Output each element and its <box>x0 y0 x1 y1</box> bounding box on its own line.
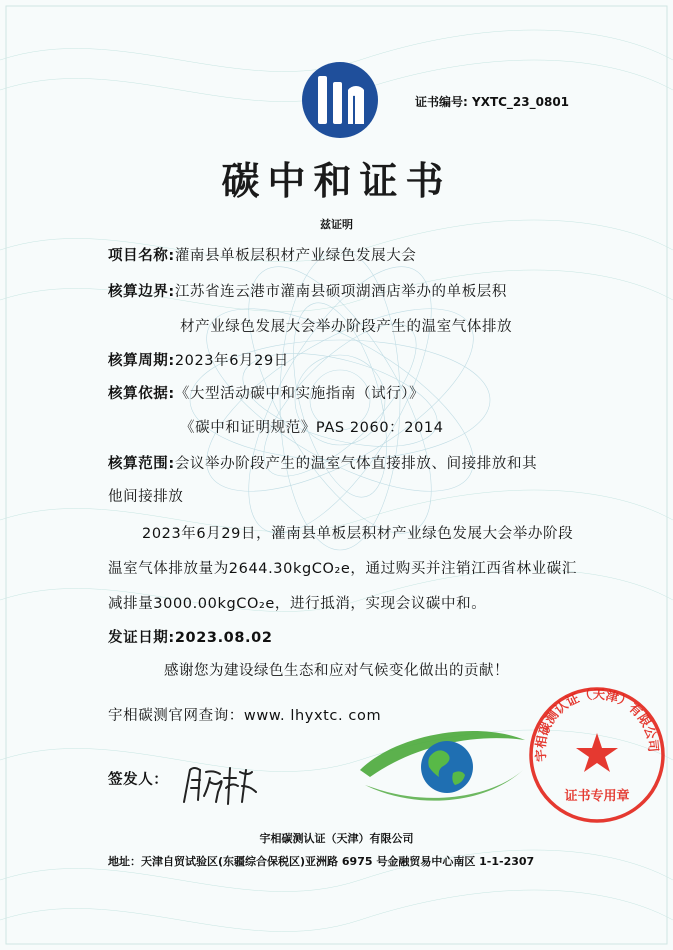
scope-line-1: 会议举办阶段产生的温室气体直接排放、间接排放和其 <box>174 456 538 472</box>
lh-logo-icon <box>300 60 380 140</box>
certificate-number-label: 证书编号: <box>415 95 468 109</box>
website-label: 宇相碳测官网查询： <box>108 708 244 724</box>
certificate-number-value: YXTC_23_0801 <box>472 95 570 109</box>
boundary-line-2: 材产业绿色发展大会举办阶段产生的温室气体排放 <box>180 319 513 335</box>
footer-company: 宇相碳测认证（天津）有限公司 <box>259 832 414 845</box>
earth-icon <box>355 715 530 815</box>
boundary-line-1: 江苏省连云港市灌南县硕项湖酒店举办的单板层积 <box>174 284 508 300</box>
period-value: 2023年6月29日 <box>174 353 289 369</box>
issue-date-label: 发证日期: <box>108 630 175 646</box>
issue-date-value: 2023.08.02 <box>174 630 273 646</box>
statement-line-3: 减排量3000.00kgCO₂e，进行抵消，实现会议碳中和。 <box>108 596 487 612</box>
basis-label: 核算依据: <box>108 386 175 402</box>
scope-line-2: 他间接排放 <box>108 489 184 505</box>
period-label: 核算周期: <box>108 353 175 369</box>
basis-row <box>108 382 424 403</box>
statement-line-1: 2023年6月29日，灌南县单板层积材产业绿色发展大会举办阶段 <box>142 526 574 542</box>
project-row <box>108 244 416 265</box>
website-row <box>108 704 381 725</box>
footer-address: 地址：天津自贸试验区(东疆综合保税区)亚洲路 6975 号金融贸易中心南区 1-1-2307 <box>108 855 535 868</box>
certificate-subtitle: 兹证明 <box>320 218 353 231</box>
official-stamp <box>527 685 667 825</box>
period-row <box>108 349 289 370</box>
scope-label: 核算范围: <box>108 456 175 472</box>
thanks-message: 感谢您为建设绿色生态和应对气候变化做出的贡献！ <box>164 663 509 679</box>
scope-row <box>108 452 537 473</box>
basis-line-1: 《大型活动碳中和实施指南（试行）》 <box>174 386 425 402</box>
statement-line-2: 温室气体排放量为2644.30kgCO₂e，通过购买并注销江西省林业碳汇 <box>108 561 577 577</box>
signature-icon <box>180 762 260 810</box>
star-icon <box>576 733 618 772</box>
boundary-row <box>108 280 507 301</box>
boundary-label: 核算边界: <box>108 284 175 300</box>
signer-label: 签发人： <box>108 772 169 788</box>
stamp-outer-text: 宇相碳测认证（天津）有限公司 <box>532 686 662 763</box>
page-title: 碳中和证书 <box>221 159 452 203</box>
website-link[interactable]: www. lhyxtc. com <box>243 708 382 724</box>
certificate-number <box>415 93 569 110</box>
issue-date-row <box>108 626 273 647</box>
project-value: 灌南县单板层积材产业绿色发展大会 <box>174 248 417 264</box>
stamp-inner-text: 证书专用章 <box>564 789 630 804</box>
basis-line-2: 《碳中和证明规范》PAS 2060：2014 <box>180 420 444 436</box>
project-label: 项目名称: <box>108 248 175 264</box>
